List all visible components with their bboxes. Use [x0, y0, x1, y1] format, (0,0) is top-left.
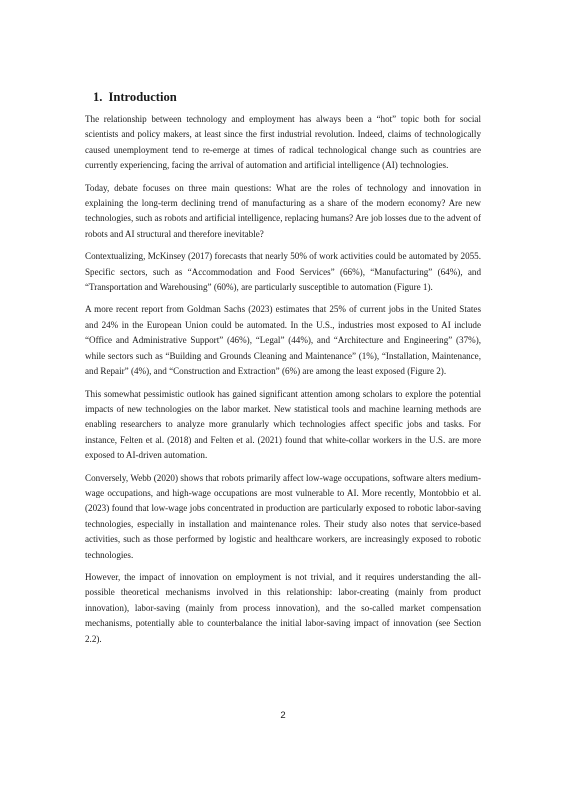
paragraph-3: Contextualizing, McKinsey (2017) forecasts that nearly 50% of work activities could be automated by 2055. Specific sectors, such as “Accommodation and Food Services” (66%), “Manufacturing” (64%), and “Transportation and Warehousing” (60%), are particularly susceptible to automation (Figure 1).: [85, 251, 481, 293]
paragraph-6: Conversely, Webb (2020) shows that robots primarily affect low-wage occupations, software alters medium-wage occupations, and high-wage occupations are most vulnerable to AI. More recently, Montobbio et al. (2023) found that low-wage jobs concentrated in production are particularly exposed to robotic labor-saving technologies, especially in installation and maintenance roles. Their study also notes that service-based activities, such as those performed by logistic and healthcare workers, are increasingly exposed to robotic technologies.: [85, 472, 481, 560]
section-heading: [93, 88, 481, 106]
paragraph-4: A more recent report from Goldman Sachs (2023) estimates that 25% of current jobs in the United States and 24% in the European Union could be automated. In the U.S., industries most exposed to AI include “Office and Administrative Support” (46%), “Legal” (44%), and “Architecture and Engineering” (37%), while sectors such as “Building and Grounds Cleaning and Maintenance” (1%), “Installation, Maintenance, and Repair” (4%), and “Construction and Extraction” (6%) are among the least exposed (Figure 2).: [85, 304, 481, 377]
page-number: 2: [280, 710, 286, 721]
paragraph-5: This somewhat pessimistic outlook has gained significant attention among scholars to explore the potential impacts of new technologies on the labor market. New statistical tools and machine learning methods are enabling researchers to analyze more granularly which technologies affect specific jobs and tasks. For instance, Felten et al. (2018) and Felten et al. (2021) found that white-collar workers in the U.S. are more exposed to AI-driven automation.: [85, 388, 481, 461]
paragraph-7: However, the impact of innovation on employment is not trivial, and it requires understanding the all-possible theoretical mechanisms involved in this relationship: labor-creating (mainly from product innovation), labor-saving (mainly from process innovation), and the so-called market compensation mechanisms, potentially able to counterbalance the initial labor-saving impact of innovation (see Section 2.2).: [85, 571, 481, 644]
paragraph-1: The relationship between technology and employment has always been a “hot” topic both for social scientists and policy makers, at least since the first industrial revolution. Indeed, claims of technologically caused unemployment tend to re-emerge at times of radical technological change such as countries are currently experiencing, facing the arrival of automation and artificial intelligence (AI) technologies.: [85, 114, 481, 171]
section-title: Introduction: [108, 90, 177, 104]
paragraph-2: Today, debate focuses on three main questions: What are the roles of technology and innovation in explaining the long-term declining trend of manufacturing as a share of the modern economy? Are new technologies, such as robots and artificial intelligence, replacing humans? Are job losses due to the advent of robots and AI structural and therefore inevitable?: [85, 182, 481, 239]
page-content: [85, 88, 481, 654]
section-number: 1.: [93, 90, 103, 104]
